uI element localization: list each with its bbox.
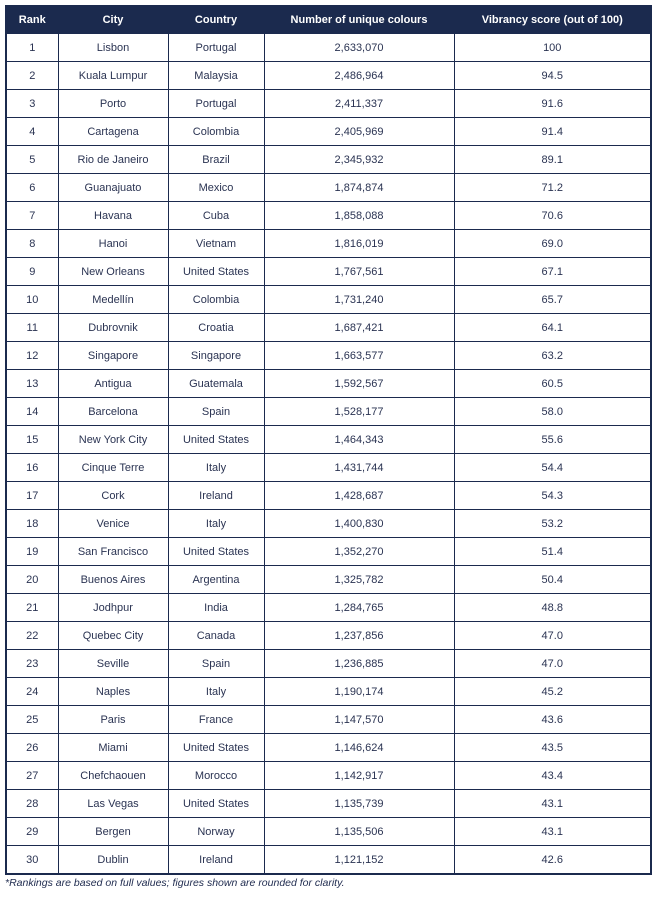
cell-vibrancy-score: 100	[454, 34, 651, 62]
cell-vibrancy-score: 43.4	[454, 762, 651, 790]
cell-city: Cartagena	[58, 118, 168, 146]
table-row	[6, 538, 651, 566]
cell-unique-colours: 1,121,152	[264, 846, 454, 875]
cell-city: Rio de Janeiro	[58, 146, 168, 174]
cell-rank: 23	[6, 650, 58, 678]
cell-unique-colours: 1,858,088	[264, 202, 454, 230]
cell-unique-colours: 1,731,240	[264, 286, 454, 314]
cell-unique-colours: 1,592,567	[264, 370, 454, 398]
table-row	[6, 34, 651, 62]
cell-city: Dubrovnik	[58, 314, 168, 342]
cell-unique-colours: 2,345,932	[264, 146, 454, 174]
cell-rank: 21	[6, 594, 58, 622]
cell-country: Singapore	[168, 342, 264, 370]
cell-rank: 24	[6, 678, 58, 706]
table-row	[6, 90, 651, 118]
cell-rank: 11	[6, 314, 58, 342]
cell-country: Brazil	[168, 146, 264, 174]
cell-vibrancy-score: 43.1	[454, 818, 651, 846]
cell-vibrancy-score: 70.6	[454, 202, 651, 230]
cell-vibrancy-score: 65.7	[454, 286, 651, 314]
table-row	[6, 734, 651, 762]
cell-country: Italy	[168, 454, 264, 482]
cell-country: Argentina	[168, 566, 264, 594]
table-row	[6, 650, 651, 678]
cell-vibrancy-score: 58.0	[454, 398, 651, 426]
cell-unique-colours: 1,284,765	[264, 594, 454, 622]
cell-city: Dublin	[58, 846, 168, 875]
cell-country: United States	[168, 538, 264, 566]
cell-city: Jodhpur	[58, 594, 168, 622]
cell-country: Malaysia	[168, 62, 264, 90]
cell-unique-colours: 2,405,969	[264, 118, 454, 146]
cell-city: New York City	[58, 426, 168, 454]
table-row	[6, 482, 651, 510]
cell-country: India	[168, 594, 264, 622]
cell-unique-colours: 1,190,174	[264, 678, 454, 706]
cell-country: United States	[168, 426, 264, 454]
table-row	[6, 174, 651, 202]
table-row	[6, 286, 651, 314]
cell-city: Miami	[58, 734, 168, 762]
column-header-city: City	[58, 6, 168, 34]
cell-city: Chefchaouen	[58, 762, 168, 790]
cell-country: Portugal	[168, 34, 264, 62]
city-vibrancy-table	[5, 5, 652, 875]
cell-country: United States	[168, 258, 264, 286]
cell-unique-colours: 1,325,782	[264, 566, 454, 594]
table-row	[6, 426, 651, 454]
cell-rank: 26	[6, 734, 58, 762]
cell-vibrancy-score: 45.2	[454, 678, 651, 706]
table-row	[6, 370, 651, 398]
cell-vibrancy-score: 64.1	[454, 314, 651, 342]
cell-rank: 20	[6, 566, 58, 594]
table-row	[6, 146, 651, 174]
cell-unique-colours: 1,146,624	[264, 734, 454, 762]
cell-rank: 30	[6, 846, 58, 875]
table-row	[6, 398, 651, 426]
cell-rank: 9	[6, 258, 58, 286]
cell-vibrancy-score: 50.4	[454, 566, 651, 594]
cell-unique-colours: 1,352,270	[264, 538, 454, 566]
cell-unique-colours: 1,400,830	[264, 510, 454, 538]
cell-country: United States	[168, 734, 264, 762]
cell-country: Italy	[168, 510, 264, 538]
cell-country: Portugal	[168, 90, 264, 118]
table-row	[6, 342, 651, 370]
table-header	[6, 6, 651, 34]
cell-unique-colours: 1,236,885	[264, 650, 454, 678]
cell-vibrancy-score: 54.3	[454, 482, 651, 510]
cell-country: Croatia	[168, 314, 264, 342]
table-row	[6, 230, 651, 258]
cell-rank: 28	[6, 790, 58, 818]
cell-city: Barcelona	[58, 398, 168, 426]
cell-rank: 4	[6, 118, 58, 146]
cell-unique-colours: 1,767,561	[264, 258, 454, 286]
cell-city: Hanoi	[58, 230, 168, 258]
table-row	[6, 790, 651, 818]
cell-country: Vietnam	[168, 230, 264, 258]
cell-unique-colours: 2,411,337	[264, 90, 454, 118]
table-row	[6, 818, 651, 846]
table-row	[6, 314, 651, 342]
cell-rank: 6	[6, 174, 58, 202]
cell-vibrancy-score: 63.2	[454, 342, 651, 370]
cell-unique-colours: 1,464,343	[264, 426, 454, 454]
cell-rank: 15	[6, 426, 58, 454]
column-header-unique-colours: Number of unique colours	[264, 6, 454, 34]
header-row	[6, 6, 651, 34]
cell-rank: 2	[6, 62, 58, 90]
cell-city: Bergen	[58, 818, 168, 846]
cell-rank: 5	[6, 146, 58, 174]
cell-city: Buenos Aires	[58, 566, 168, 594]
cell-unique-colours: 2,633,070	[264, 34, 454, 62]
table-row	[6, 622, 651, 650]
cell-rank: 14	[6, 398, 58, 426]
cell-unique-colours: 1,874,874	[264, 174, 454, 202]
cell-vibrancy-score: 91.4	[454, 118, 651, 146]
cell-city: San Francisco	[58, 538, 168, 566]
cell-country: Italy	[168, 678, 264, 706]
cell-unique-colours: 2,486,964	[264, 62, 454, 90]
cell-vibrancy-score: 69.0	[454, 230, 651, 258]
cell-vibrancy-score: 54.4	[454, 454, 651, 482]
cell-vibrancy-score: 55.6	[454, 426, 651, 454]
cell-unique-colours: 1,431,744	[264, 454, 454, 482]
cell-city: Singapore	[58, 342, 168, 370]
cell-unique-colours: 1,135,506	[264, 818, 454, 846]
cell-city: Venice	[58, 510, 168, 538]
table-row	[6, 258, 651, 286]
cell-vibrancy-score: 43.6	[454, 706, 651, 734]
cell-country: Colombia	[168, 286, 264, 314]
cell-rank: 22	[6, 622, 58, 650]
footnote: *Rankings are based on full values; figures shown are rounded for clarity.	[5, 877, 345, 889]
cell-rank: 27	[6, 762, 58, 790]
cell-city: Antigua	[58, 370, 168, 398]
cell-country: Ireland	[168, 846, 264, 875]
cell-vibrancy-score: 60.5	[454, 370, 651, 398]
cell-vibrancy-score: 43.1	[454, 790, 651, 818]
cell-country: Colombia	[168, 118, 264, 146]
cell-unique-colours: 1,428,687	[264, 482, 454, 510]
cell-rank: 8	[6, 230, 58, 258]
cell-country: Cuba	[168, 202, 264, 230]
cell-city: Guanajuato	[58, 174, 168, 202]
cell-vibrancy-score: 42.6	[454, 846, 651, 875]
cell-vibrancy-score: 53.2	[454, 510, 651, 538]
cell-unique-colours: 1,237,856	[264, 622, 454, 650]
cell-city: Medellín	[58, 286, 168, 314]
table-body	[6, 34, 651, 875]
cell-country: United States	[168, 790, 264, 818]
cell-city: Porto	[58, 90, 168, 118]
cell-city: Las Vegas	[58, 790, 168, 818]
cell-unique-colours: 1,528,177	[264, 398, 454, 426]
cell-vibrancy-score: 89.1	[454, 146, 651, 174]
cell-city: Naples	[58, 678, 168, 706]
cell-vibrancy-score: 94.5	[454, 62, 651, 90]
cell-country: Guatemala	[168, 370, 264, 398]
table-row	[6, 678, 651, 706]
table-row	[6, 594, 651, 622]
cell-city: Havana	[58, 202, 168, 230]
cell-rank: 12	[6, 342, 58, 370]
table-row	[6, 202, 651, 230]
table-row	[6, 62, 651, 90]
cell-country: Morocco	[168, 762, 264, 790]
cell-city: Seville	[58, 650, 168, 678]
column-header-country: Country	[168, 6, 264, 34]
cell-city: Lisbon	[58, 34, 168, 62]
cell-vibrancy-score: 47.0	[454, 622, 651, 650]
cell-vibrancy-score: 43.5	[454, 734, 651, 762]
table-row	[6, 566, 651, 594]
cell-city: New Orleans	[58, 258, 168, 286]
column-header-vibrancy-score: Vibrancy score (out of 100)	[454, 6, 651, 34]
cell-unique-colours: 1,816,019	[264, 230, 454, 258]
cell-rank: 17	[6, 482, 58, 510]
table-row	[6, 706, 651, 734]
cell-city: Quebec City	[58, 622, 168, 650]
cell-rank: 3	[6, 90, 58, 118]
cell-rank: 29	[6, 818, 58, 846]
cell-city: Cork	[58, 482, 168, 510]
cell-city: Cinque Terre	[58, 454, 168, 482]
cell-unique-colours: 1,147,570	[264, 706, 454, 734]
cell-city: Kuala Lumpur	[58, 62, 168, 90]
table-row	[6, 846, 651, 875]
cell-rank: 1	[6, 34, 58, 62]
table-row	[6, 454, 651, 482]
cell-country: France	[168, 706, 264, 734]
cell-vibrancy-score: 47.0	[454, 650, 651, 678]
cell-rank: 25	[6, 706, 58, 734]
cell-country: Mexico	[168, 174, 264, 202]
cell-country: Ireland	[168, 482, 264, 510]
cell-city: Paris	[58, 706, 168, 734]
cell-rank: 16	[6, 454, 58, 482]
cell-rank: 10	[6, 286, 58, 314]
cell-unique-colours: 1,663,577	[264, 342, 454, 370]
cell-country: Canada	[168, 622, 264, 650]
cell-rank: 19	[6, 538, 58, 566]
cell-country: Spain	[168, 650, 264, 678]
cell-vibrancy-score: 67.1	[454, 258, 651, 286]
cell-rank: 13	[6, 370, 58, 398]
cell-unique-colours: 1,142,917	[264, 762, 454, 790]
cell-vibrancy-score: 71.2	[454, 174, 651, 202]
column-header-rank: Rank	[6, 6, 58, 34]
table-row	[6, 762, 651, 790]
table-row	[6, 510, 651, 538]
cell-unique-colours: 1,687,421	[264, 314, 454, 342]
cell-vibrancy-score: 51.4	[454, 538, 651, 566]
cell-country: Spain	[168, 398, 264, 426]
cell-country: Norway	[168, 818, 264, 846]
cell-rank: 7	[6, 202, 58, 230]
cell-vibrancy-score: 48.8	[454, 594, 651, 622]
cell-vibrancy-score: 91.6	[454, 90, 651, 118]
cell-unique-colours: 1,135,739	[264, 790, 454, 818]
cell-rank: 18	[6, 510, 58, 538]
table-row	[6, 118, 651, 146]
